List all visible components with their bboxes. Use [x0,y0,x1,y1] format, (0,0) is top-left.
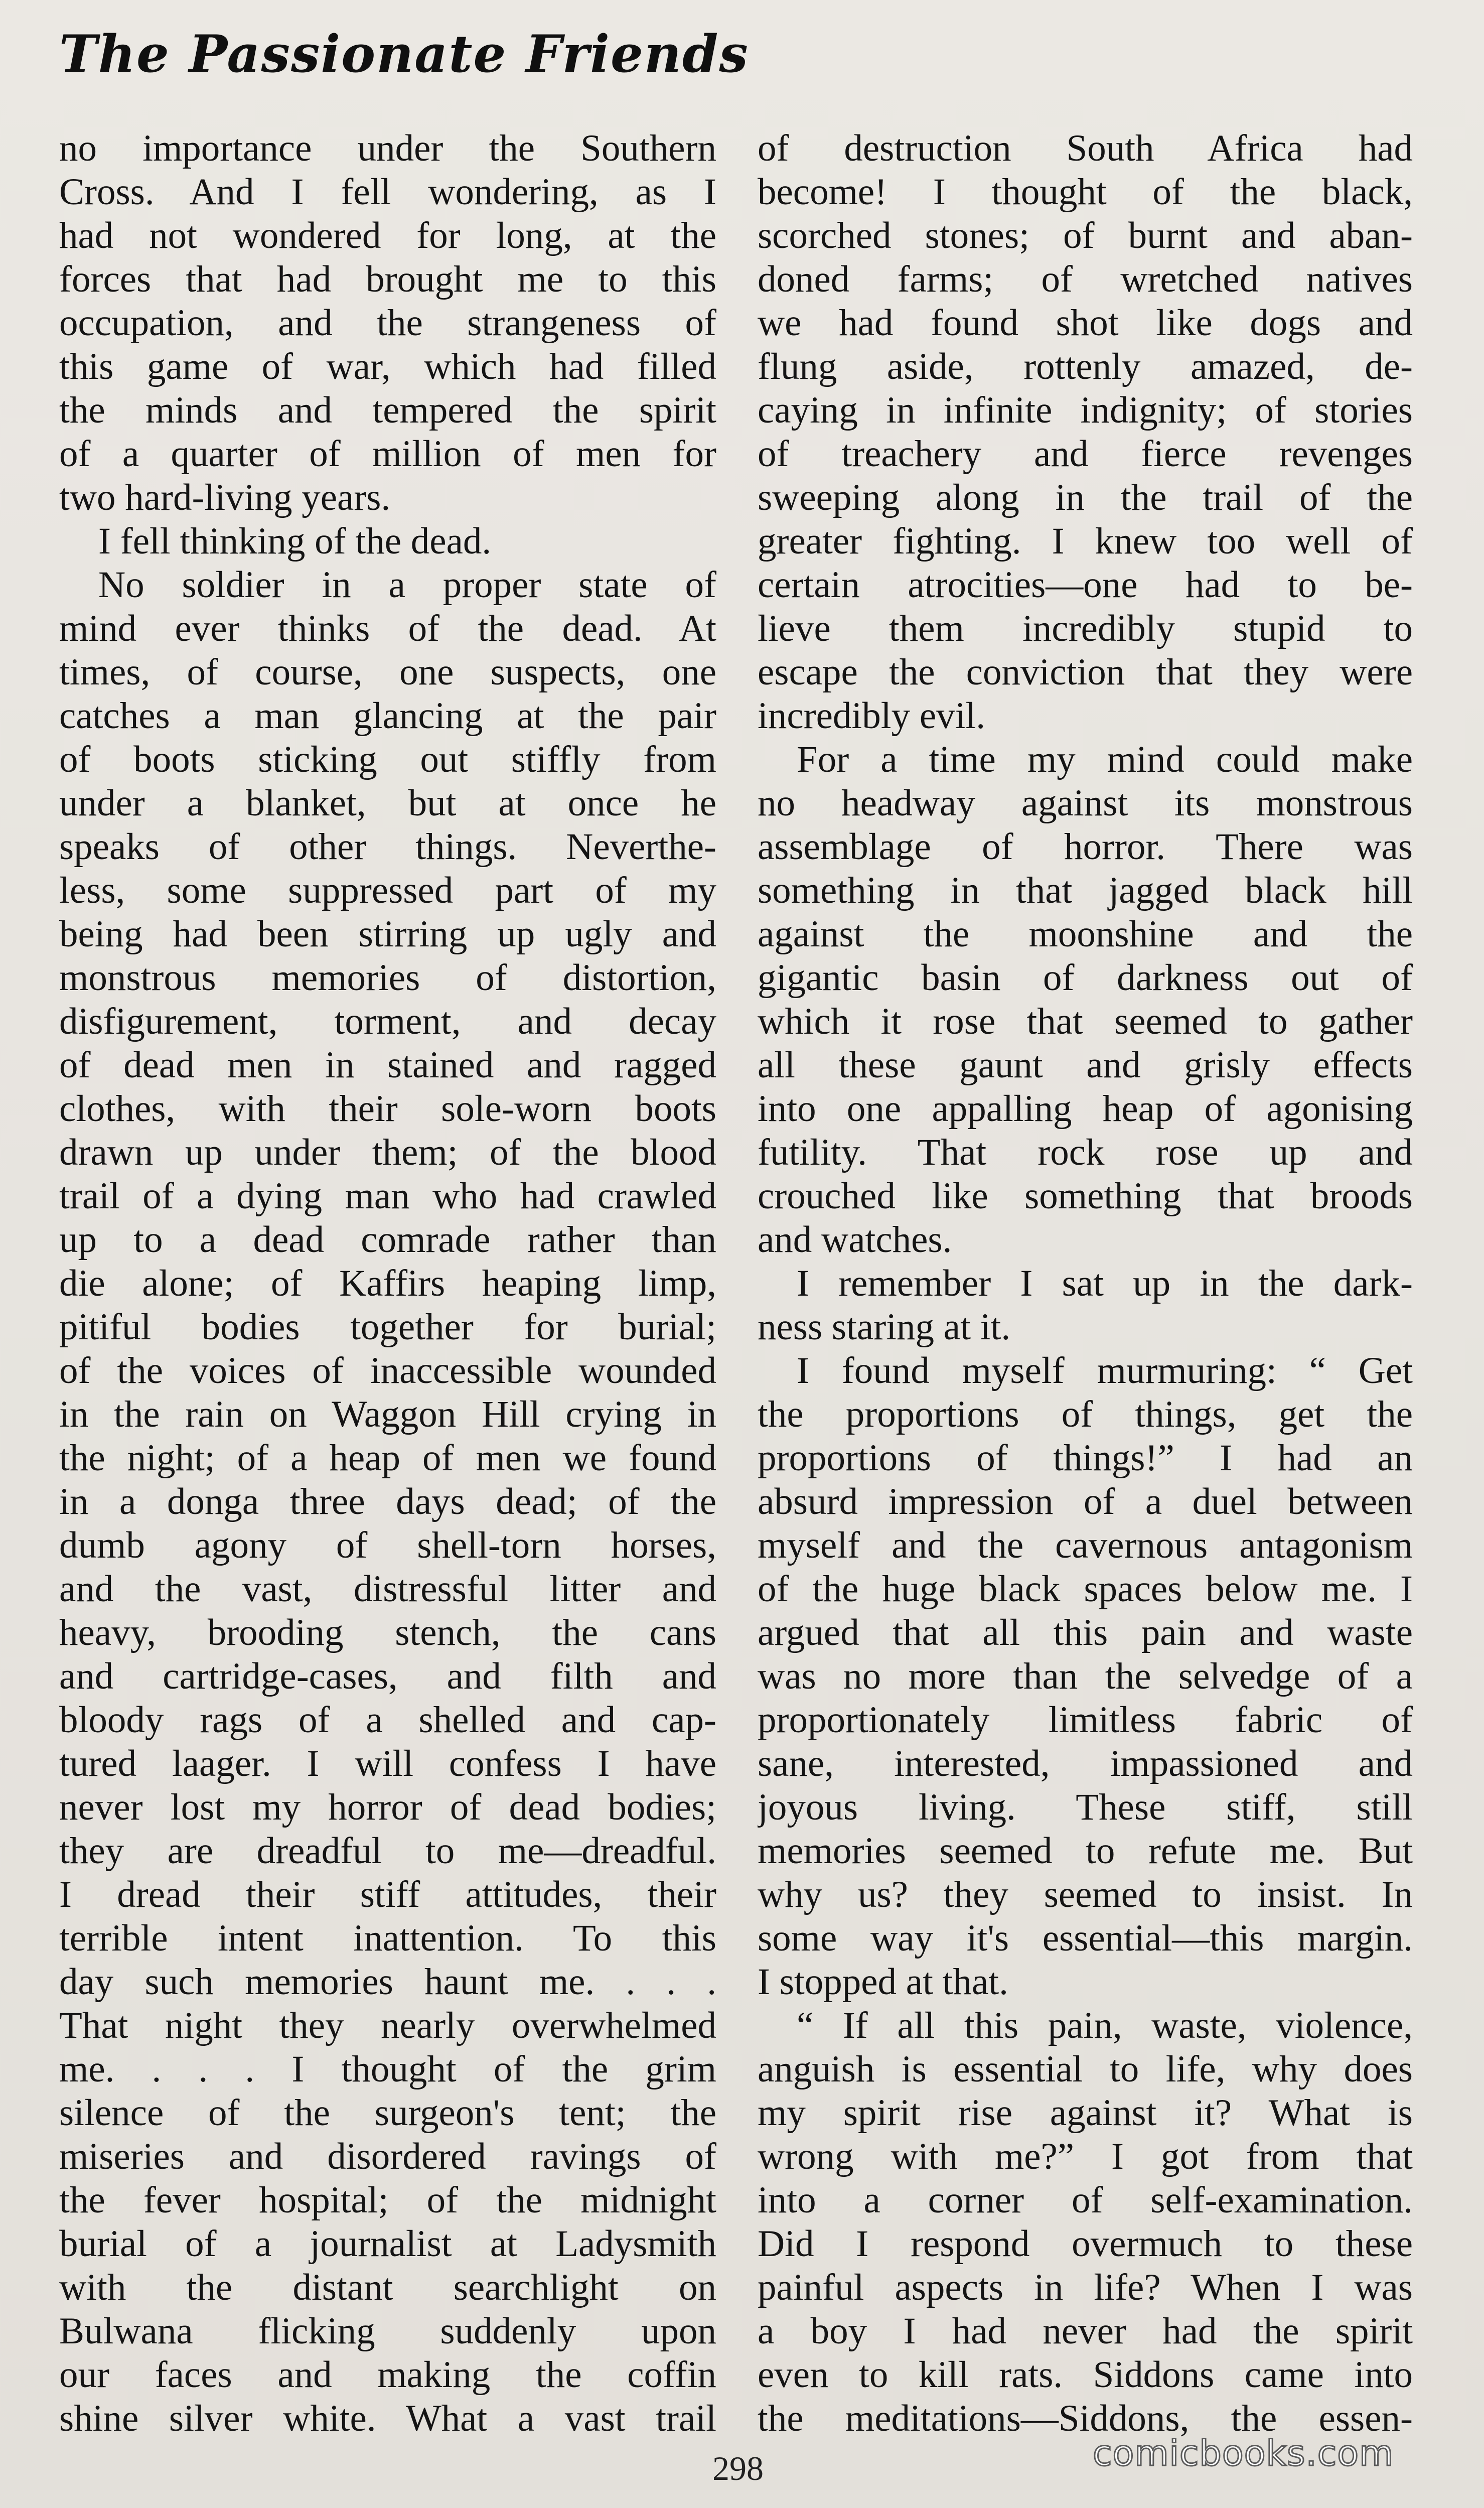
text-line: pitiful bodies together for burial; [59,1306,716,1348]
text-line: was no more than the selvedge of a [758,1655,1413,1697]
watermark-text: comicbooks.com [1093,2433,1394,2474]
text-line: the minds and tempered the spirit [59,389,716,431]
text-line: even to kill rats. Siddons came into [758,2354,1413,2396]
text-line: never lost my horror of dead bodies; [59,1786,716,1828]
text-line: they are dreadful to me—dreadful. [59,1830,716,1872]
page-number: 298 [712,2449,764,2487]
text-line: painful aspects in life? When I was [758,2267,1413,2308]
text-line: into a corner of self-examination. [758,2179,1413,2221]
text-line: which it rose that seemed to gather [758,1001,1413,1042]
text-line: heavy, brooding stench, the cans [59,1612,716,1653]
text-line: shine silver white. What a vast trail [59,2398,716,2439]
text-line: under a blanket, but at once he [59,782,716,824]
text-line: scorched stones; of burnt and aban- [758,215,1413,256]
text-line: I dread their stiff attitudes, their [59,1874,716,1915]
text-line: in the rain on Waggon Hill crying in [59,1394,716,1435]
text-line: lieve them incredibly stupid to [758,608,1413,649]
text-line: certain atrocities—one had to be- [758,564,1413,606]
text-line: clothes, with their sole-worn boots [59,1088,716,1130]
text-line: and cartridge-cases, and filth and [59,1655,716,1697]
text-line: dumb agony of shell-torn horses, [59,1524,716,1566]
text-line: monstrous memories of distortion, [59,957,716,999]
text-line: of treachery and fierce revenges [758,433,1413,475]
text-line: less, some suppressed part of my [59,870,716,911]
text-line: I fell thinking of the dead. [98,520,492,562]
text-line: That night they nearly overwhelmed [59,2005,716,2046]
text-line: silence of the surgeon's tent; the [59,2092,716,2134]
text-line: why us? they seemed to insist. In [758,1874,1413,1915]
text-line: and the vast, distressful litter and [59,1568,716,1610]
text-line: all these gaunt and grisly effects [758,1044,1413,1086]
text-line: of a quarter of million of men for [59,433,716,475]
text-line: times, of course, one suspects, one [59,651,716,693]
text-line: being had been stirring up ugly and [59,913,716,955]
text-line: memories seemed to refute me. But [758,1830,1413,1872]
running-head-title: The Passionate Friends [59,24,749,84]
text-line: escape the conviction that they were [758,651,1413,693]
text-line: die alone; of Kaffirs heaping limp, [59,1263,716,1304]
text-line: the meditations—Siddons, the essen- [758,2398,1413,2439]
text-line: trail of a dying man who had crawled [59,1175,716,1217]
text-line: I found myself murmuring: “ Get [797,1350,1413,1391]
text-line: proportions of things!” I had an [758,1437,1413,1479]
text-line: No soldier in a proper state of [98,564,716,606]
text-line: something in that jagged black hill [758,870,1413,911]
text-line: Did I respond overmuch to these [758,2223,1413,2265]
text-line: myself and the cavernous antagonism [758,1524,1413,1566]
text-line: “ If all this pain, waste, violence, [797,2005,1413,2046]
text-line: no headway against its monstrous [758,782,1413,824]
text-line: Bulwana flicking suddenly upon [59,2310,716,2352]
text-line: against the moonshine and the [758,913,1413,955]
text-line: up to a dead comrade rather than [59,1219,716,1261]
text-line: incredibly evil. [758,695,986,737]
text-line: ness staring at it. [758,1306,1011,1348]
text-line: of destruction South Africa had [758,127,1413,169]
text-line: occupation, and the strangeness of [59,302,716,344]
text-line: this game of war, which had filled [59,346,716,387]
text-line: sweeping along in the trail of the [758,477,1413,518]
text-line: catches a man glancing at the pair [59,695,716,737]
text-line: joyous living. These stiff, still [758,1786,1413,1828]
text-line: wrong with me?” I got from that [758,2136,1413,2177]
text-line: absurd impression of a duel between [758,1481,1413,1522]
text-line: of the huge black spaces below me. I [758,1568,1413,1610]
text-line: day such memories haunt me. . . . [59,1961,716,2003]
text-line: our faces and making the coffin [59,2354,716,2396]
text-line: argued that all this pain and waste [758,1612,1413,1653]
text-line: terrible intent inattention. To this [59,1917,716,1959]
text-line: some way it's essential—this margin. [758,1917,1413,1959]
text-line: disfigurement, torment, and decay [59,1001,716,1042]
text-line: no importance under the Southern [59,127,716,169]
text-line: a boy I had never had the spirit [758,2310,1413,2352]
text-line: of the voices of inaccessible wounded [59,1350,716,1391]
text-line: doned farms; of wretched natives [758,258,1413,300]
text-line: of dead men in stained and ragged [59,1044,716,1086]
text-line: proportionately limitless fabric of [758,1699,1413,1741]
text-line: become! I thought of the black, [758,171,1413,213]
text-line: anguish is essential to life, why does [758,2048,1413,2090]
text-line: bloody rags of a shelled and cap- [59,1699,716,1741]
text-line: caying in infinite indignity; of stories [758,389,1413,431]
text-line: we had found shot like dogs and [758,302,1413,344]
text-line: my spirit rise against it? What is [758,2092,1413,2134]
right-text-column [758,126,1413,2440]
text-line: flung aside, rottenly amazed, de- [758,346,1413,387]
text-line: forces that had brought me to this [59,258,716,300]
text-line: speaks of other things. Neverthe- [59,826,716,868]
text-line: burial of a journalist at Ladysmith [59,2223,716,2265]
text-line: I remember I sat up in the dark- [797,1263,1413,1304]
text-line: sane, interested, impassioned and [758,1743,1413,1784]
text-line: two hard-living years. [59,477,391,518]
text-line: the night; of a heap of men we found [59,1437,716,1479]
text-line: I stopped at that. [758,1961,1008,2003]
left-text-column [59,126,716,2440]
text-line: assemblage of horror. There was [758,826,1413,868]
text-line: in a donga three days dead; of the [59,1481,716,1522]
text-line: For a time my mind could make [797,739,1413,780]
text-line: crouched like something that broods [758,1175,1413,1217]
text-line: gigantic basin of darkness out of [758,957,1413,999]
text-line: me. . . . I thought of the grim [59,2048,716,2090]
text-line: and watches. [758,1219,952,1261]
text-line: miseries and disordered ravings of [59,2136,716,2177]
text-line: Cross. And I fell wondering, as I [59,171,716,213]
text-line: mind ever thinks of the dead. At [59,608,716,649]
text-line: into one appalling heap of agonising [758,1088,1413,1130]
text-line: with the distant searchlight on [59,2267,716,2308]
text-line: the fever hospital; of the midnight [59,2179,716,2221]
text-line: the proportions of things, get the [758,1394,1413,1435]
text-line: drawn up under them; of the blood [59,1132,716,1173]
text-line: greater fighting. I knew too well of [758,520,1413,562]
text-line: tured laager. I will confess I have [59,1743,716,1784]
text-line: had not wondered for long, at the [59,215,716,256]
text-line: of boots sticking out stiffly from [59,739,716,780]
text-line: futility. That rock rose up and [758,1132,1413,1173]
